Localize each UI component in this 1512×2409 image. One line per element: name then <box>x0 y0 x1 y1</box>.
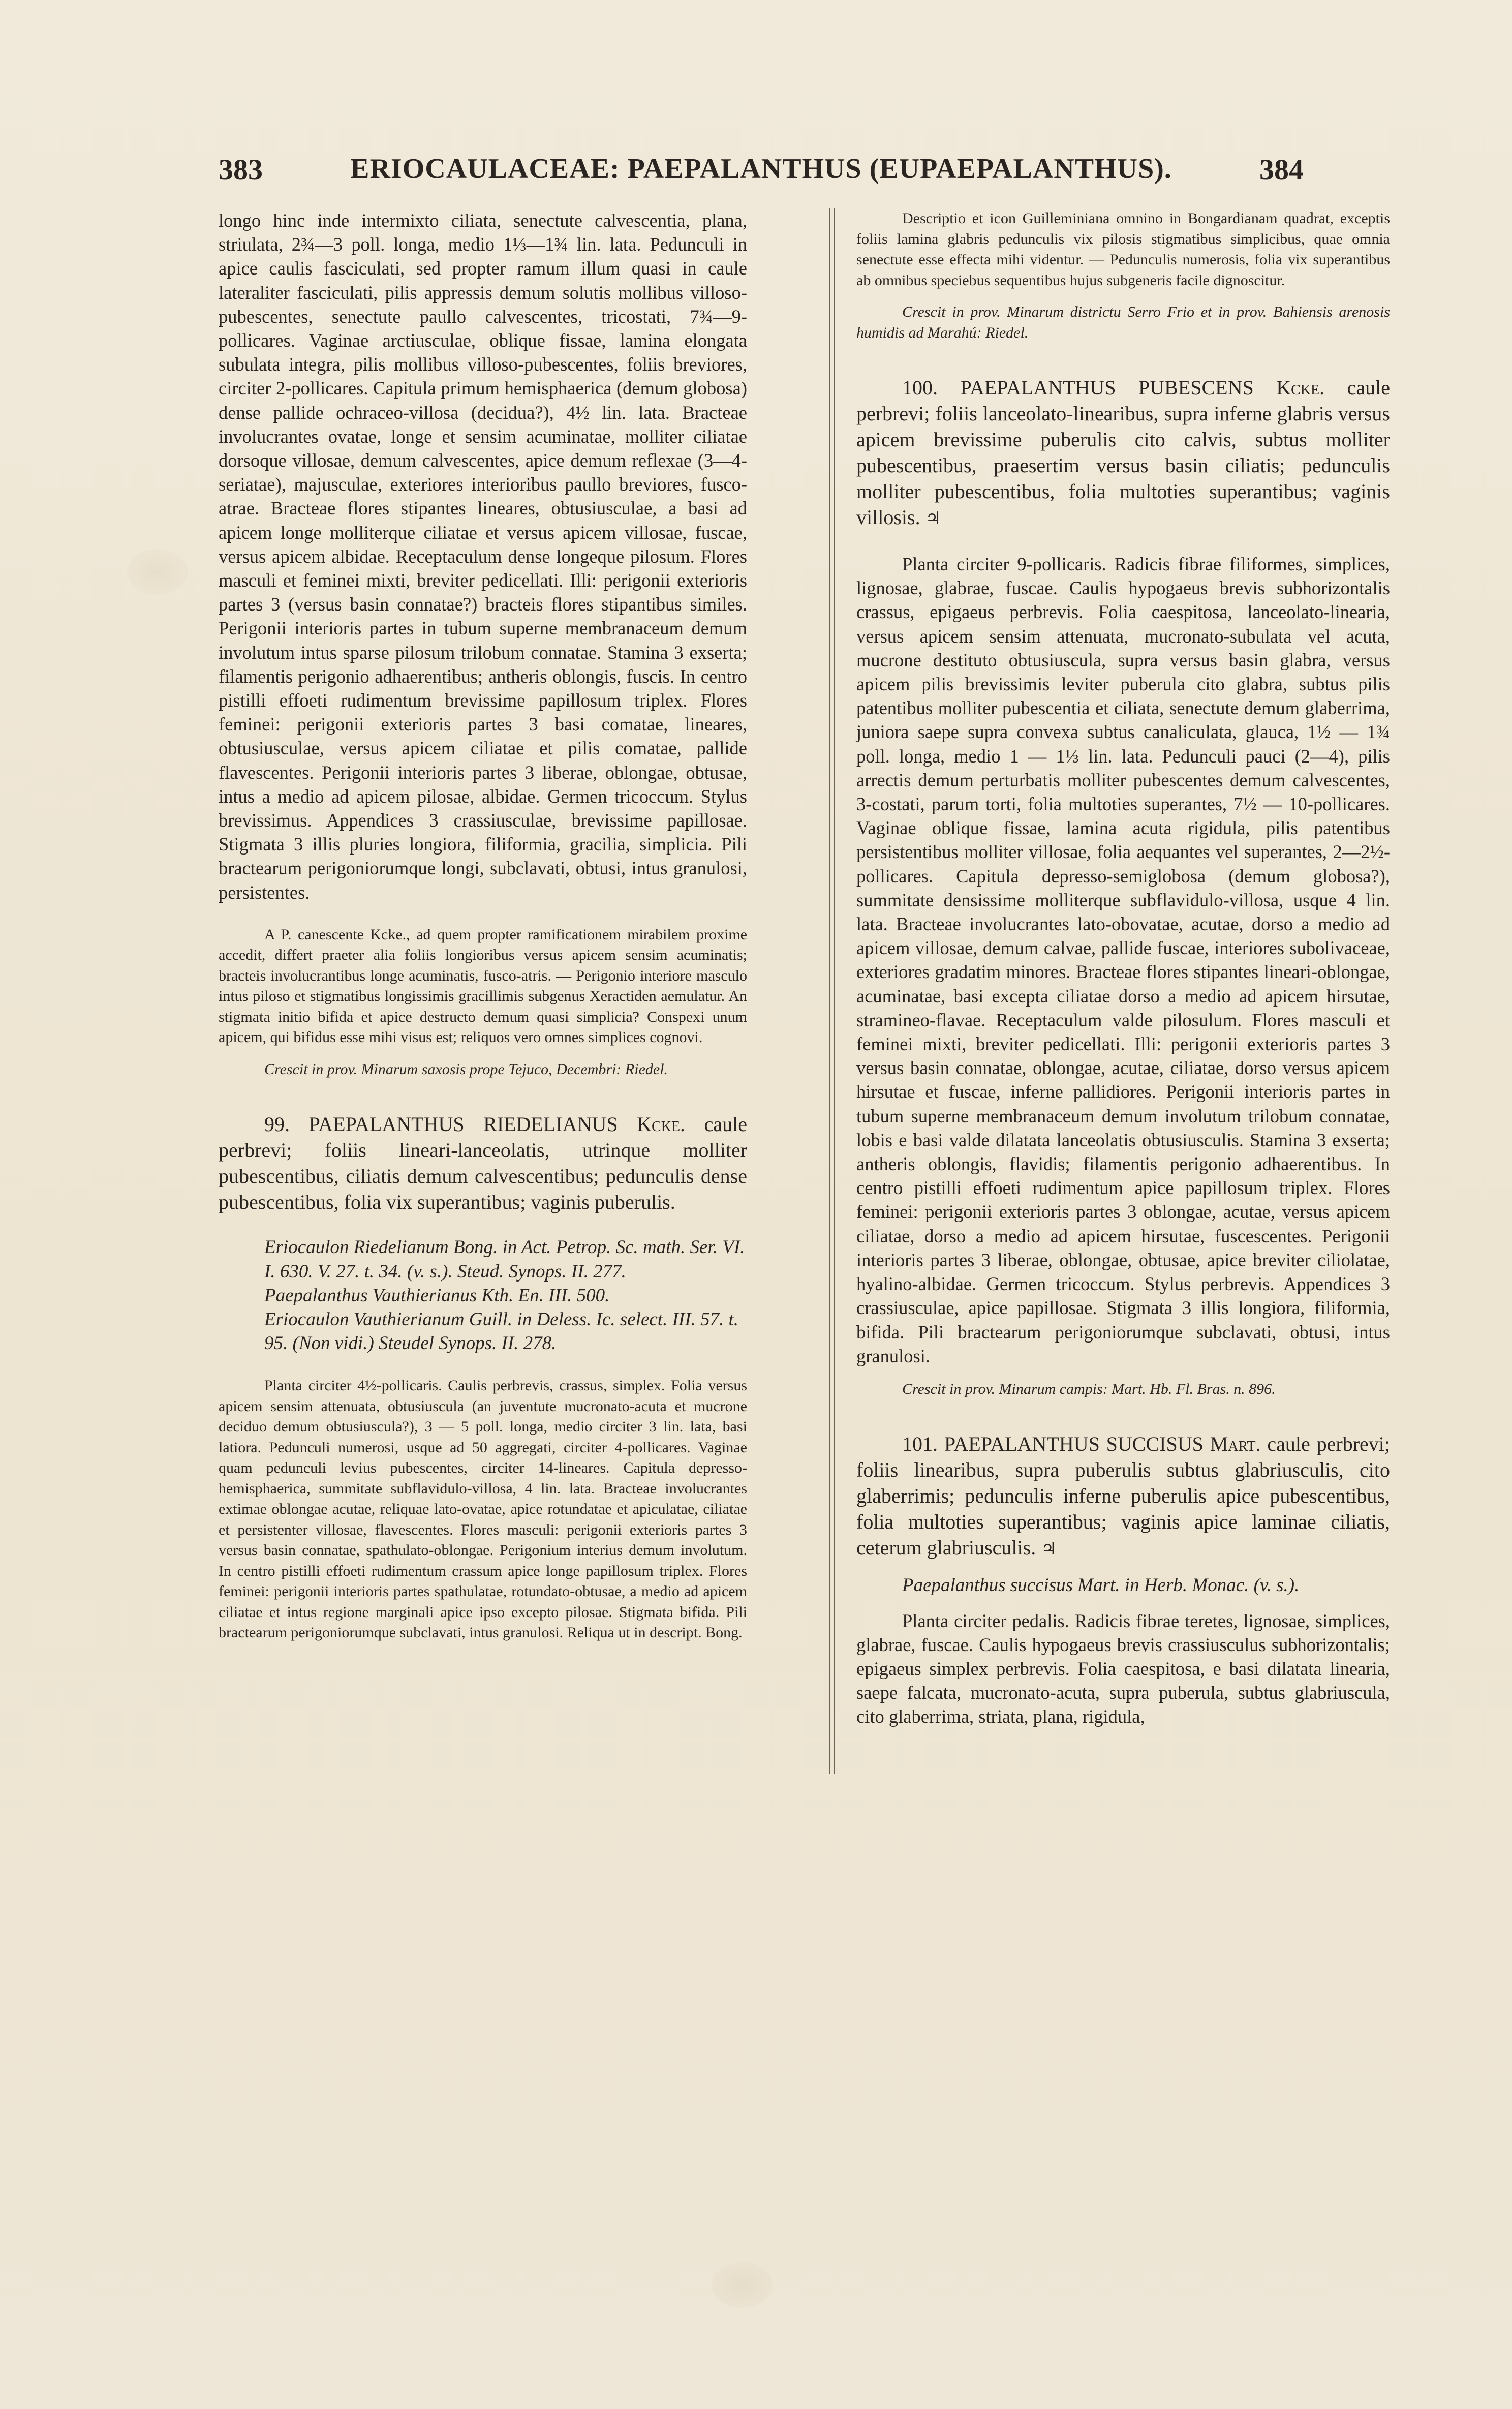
species-99-heading <box>219 1111 747 1215</box>
species-99-author: Kcke. <box>637 1113 686 1136</box>
species-99-number: 99. <box>264 1113 290 1136</box>
synonym-1: Eriocaulon Riedelianum Bong. in Act. Petrop. Sc. math. Ser. VI. I. 630. V. 27. t. 34. (v. s.). Steud. Synops. II. 277. <box>264 1237 745 1282</box>
perennial-symbol-100: ♃ <box>925 508 941 529</box>
species-100-description: Planta circiter 9-pollicaris. Radicis fibrae filiformes, simplices, lignosae, glabrae, fuscae. Caulis hypogaeus brevis subhorizontalis crassus, epigaeus perbrevis. Folia caespitosa, lanceolato-linearia, versus apicem sensim attenuata, mucronato-subulata vel acuta, mucrone destituto obtusiuscula, supra versus basin glabra, versus apicem pilis brevissimis leviter puberula cito glabra, subtus pilis patentibus molliter pubescentia et ciliata, senectute demum glaberrima, juniora saepe supra convexa subtus canaliculata, glauca, 1½ — 1¾ poll. longa, medio 1 — 1⅓ lin. lata. Pedunculi pauci (2—4), pilis arrectis demum perturbatis molliter pubescentes demum calvescentes, 3-costati, parum torti, folia multoties superantes, 7½ — 10-pollicares. Vaginae oblique fissae, lamina acuta rigidula, pilis patentibus persistentibus molliter villosae, folia aequantes vel superantes, 2—2½-pollicares. Capitula depresso-semiglobosa (demum globosa?), summitate densissime molliterque subflavidulo-villosa, usque 4 lin. lata. Bracteae involucrantes lato-obovatae, acutae, dorso a medio ad apicem villosae, demum calvae, pallide fuscae, interiores subolivaceae, exteriores gradatim minores. Bracteae flores stipantes lineari-oblongae, acuminatae, basi excepta ciliatae dorso a medio ad apicem hirsutae, stramineo-flavae. Receptaculum valde pilosulum. Flores masculi et feminei mixti, breviter pedicellati. Illi: perigonii exterioris partes 3 versus basin connatae, oblongae, acutae, ciliatae, dorso versus apicem hirsutae et fuscae, inferne pallidiores. Perigonii interioris partes in tubum superne membranaceum demum involutum trilobum connatae, lobis e basi valde dilatata lanceolatis obtusiusculis. Stamina 3 exserta; antheris oblongis, flavidis; filamentis perigonio adhaerentibus. In centro pistilli effoeti rudimentum apice papillosum triplex. Flores feminei: perigonii exterioris partes 3 oblongae, acutae, versus apicem ciliatae, dorso a medio ad apicem hirsutae, fuscescentes. Perigonii interioris partes 3 liberae, oblongae, obtusae, apice breviter ciliolatae, hyalino-albidae. Germen tricoccum. Stylus perbrevis. Appendices 3 crassiusculae, apice papillosae. Stigmata 3 illis longiora, filiformia, bifida. Pili bractearum perigoniorumque subclavati, obtusi, intus granulosi. <box>856 554 1390 1366</box>
page-header <box>219 153 1304 193</box>
species-99-description: Planta circiter 4½-pollicaris. Caulis perbrevis, crassus, simplex. Folia versus apicem sensim attenuata, obtusiuscula (an juventute mucronato-acuta et mucrone deciduo demum obtusiuscula?), 3 — 5 poll. longa, medio circiter 3 lin. lata, basi latiora. Pedunculi numerosi, usque ad 50 aggregati, circiter 4-pollicares. Vaginae quam pedunculi levius pubescentes, circiter 14-lineares. Capitula depresso-hemisphaerica, summitate subflavidulo-villosa, 4 lin. lata. Bracteae involucrantes extimae oblongae acutae, reliquae lato-ovatae, apice rotundatae et apiculatae, ciliatae et persistenter villosae, flavescentes. Flores masculi: perigonii exterioris partes 3 versus basin connatae, spathulato-oblongae. Perigonium interius demum involutum. In centro pistilli effoeti rudimentum crassum apice longe papillosum triplex. Flores feminei: perigonii interioris partes spathulatae, rotundato-obtusae, a medio ad apicem ciliatae et intus regione marginali apice ipso excepto pilosae. Stigmata bifida. Pili bractearum perigoniorumque subclavati, intus granulosi. Reliqua ut in descript. Bong. <box>219 1377 747 1641</box>
species-100-name: PAEPALANTHUS PUBESCENS <box>960 376 1254 399</box>
locality-note-100: Crescit in prov. Minarum campis: Mart. Hb. Fl. Bras. n. 896. <box>902 1380 1276 1397</box>
column-divider-second-rule <box>834 208 835 1774</box>
perennial-symbol-101: ♃ <box>1041 1539 1057 1560</box>
guillemin-note: Descriptio et icon Guilleminiana omnino in Bongardianam quadrat, exceptis foliis lamina glabris pedunculis vix pilosis stigmatibus simplicibus, quae omnia senectute esse effecta mihi videntur. — Pedunculis numerosis, folia vix superantibus ab omnibus speciebus sequentibus hujus subgeneris facile dignoscitur. <box>856 210 1390 289</box>
species-101-number: 101. <box>902 1432 938 1456</box>
locality-note-top: Crescit in prov. Minarum districtu Serro Frio et in prov. Bahiensis arenosis humidis ad Marahú: Riedel. <box>856 303 1390 341</box>
synonym-3: Eriocaulon Vauthierianum Guill. in Deless. Ic. select. III. 57. t. 95. (Non vidi.) Steudel Synops. II. 278. <box>264 1309 739 1354</box>
species-100-diagnosis: caule perbrevi; foliis lanceolato-linearibus, supra inferne glabris versus apicem brevissime puberulis cito calvis, subtus molliter pubescentibus, praesertim versus basin ciliatis; pedunculis molliter pubescentibus, folia multoties superantibus; vaginis villosis. <box>856 376 1391 529</box>
page-number-right: 384 <box>1259 153 1304 186</box>
species-100-heading <box>856 375 1390 532</box>
paper-stain <box>127 549 188 595</box>
species-100-author: Kcke. <box>1276 376 1325 399</box>
left-column <box>219 208 747 1643</box>
locality-note: Crescit in prov. Minarum saxosis prope Tejuco, Decembri: Riedel. <box>264 1060 668 1078</box>
continued-description: longo hinc inde intermixto ciliata, senectute calvescentia, plana, striulata, 2¾—3 poll. longa, medio 1⅓—1¾ lin. lata. Pedunculi in apice caulis fasciculati, sed propter ramum illum quasi in caule lateraliter fasciculati, pilis appressis demum solutis mollibus villoso-pubescentes, senectute paullo calvescentes, tricostati, 7¾—9-pollicares. Vaginae arctiusculae, oblique fissae, lamina elongata subulata integra, pilis mollibus villoso-pubescentes, foliis breviores, circiter 2-pollicares. Capitula primum hemisphaerica (demum globosa) dense pallide ochraceo-villosa (decidua?), 4½ lin. lata. Bracteae involucrantes ovatae, longe et sensim acuminatae, molliter ciliatae dorsoque villosae, demum calvescentes, apice demum reflexae (3—4-seriatae), majusculae, exteriores interioribus paullo breviores, fusco-atrae. Bracteae flores stipantes lineares, obtusiusculae, a basi ad apicem longe molliterque ciliatae et versus apicem villosae, fuscae, versus apicem albidae. Receptaculum dense longeque pilosum. Flores masculi et feminei mixti, breviter pedicellati. Illi: perigonii exterioris partes 3 (versus basin connatae?) bracteis flores stipantibus similes. Perigonii interioris partes in tubum superne membranaceum demum involutum intus sparse pilosum trilobum connatae. Stamina 3 exserta; filamentis perigonio adhaerentibus; antheris oblongis, fuscis. In centro pistilli effoeti rudimentum brevissime papillosum triplex. Flores feminei: perigonii exterioris partes 3 basi comatae, lineares, obtusiusculae, versus apicem ciliatae et pilis comatae, pallide flavescentes. Perigonii interioris partes 3 liberae, oblongae, obtusae, intus a medio ad apicem pilosae, albidae. Germen tricoccum. Stylus brevissimus. Appendices 3 crassiusculae, brevissime papillosae. Stigmata 3 illis pluries longiora, filiformia, gracilia, simplicia. Pili bractearum perigoniorumque longi, subclavati, obtusi, intus granulosi, persistentes. <box>219 210 747 903</box>
synonym-2: Paepalanthus Vauthierianus Kth. En. III. 500. <box>264 1285 610 1306</box>
species-101-heading <box>856 1431 1390 1562</box>
column-divider <box>829 208 830 1774</box>
comparison-note: A P. canescente Kcke., ad quem propter ramificationem mirabilem proxime accedit, differt praeter alia foliis longioribus versus apicem sensim acuminatis; bracteis involucrantibus longe acuminatis, fusco-atris. — Perigonio interiore masculo intus piloso et stigmatibus longissimis gracillimis subgenus Xeractiden aemulatur. An stigmata initio bifida et apice destructo demum quasi simplicia? Conspexi unum apicem, qui bifidus esse mihi visus est; reliquos vero omnes simplices cognovi. <box>219 926 747 1046</box>
species-101-description: Planta circiter pedalis. Radicis fibrae teretes, lignosae, simplices, glabrae, fuscae. Caulis hypogaeus brevis crassiusculus subhorizontalis; epigaeus simplex perbrevis. Folia caespitosa, e basi dilatata linearia, saepe falcata, mucronato-acuta, supra puberula, subtus glabriuscula, cito glaberrima, striata, plana, rigidula, <box>856 1610 1390 1727</box>
species-101-author: Mart. <box>1210 1432 1261 1456</box>
synonym-101: Paepalanthus succisus Mart. in Herb. Monac. (v. s.). <box>902 1575 1300 1596</box>
species-101-name: PAEPALANTHUS SUCCISUS <box>944 1432 1204 1456</box>
species-101-diagnosis: caule perbrevi; foliis linearibus, supra puberulis subtus glabriusculis, cito glaberrimis; pedunculis inferne puberulis apice pubescentibus, folia multoties superantibus; vaginis apice laminae ciliatis, ceterum glabriusculis. <box>856 1432 1390 1560</box>
right-column <box>856 208 1390 1729</box>
running-title: ERIOCAULACEAE: PAEPALANTHUS (EUPAEPALANTHUS). <box>350 153 1172 185</box>
species-99-diagnosis: caule perbrevi; foliis lineari-lanceolatis, utrinque molliter pubescentibus, ciliatis demum calvescentibus; pedunculis dense pubescentibus, folia vix superantibus; vaginis puberulis. <box>219 1113 748 1214</box>
species-99-name: PAEPALANTHUS RIEDELIANUS <box>308 1113 618 1136</box>
paper-stain <box>712 2262 773 2308</box>
page-number-left: 383 <box>219 153 263 186</box>
species-100-number: 100. <box>902 376 938 399</box>
